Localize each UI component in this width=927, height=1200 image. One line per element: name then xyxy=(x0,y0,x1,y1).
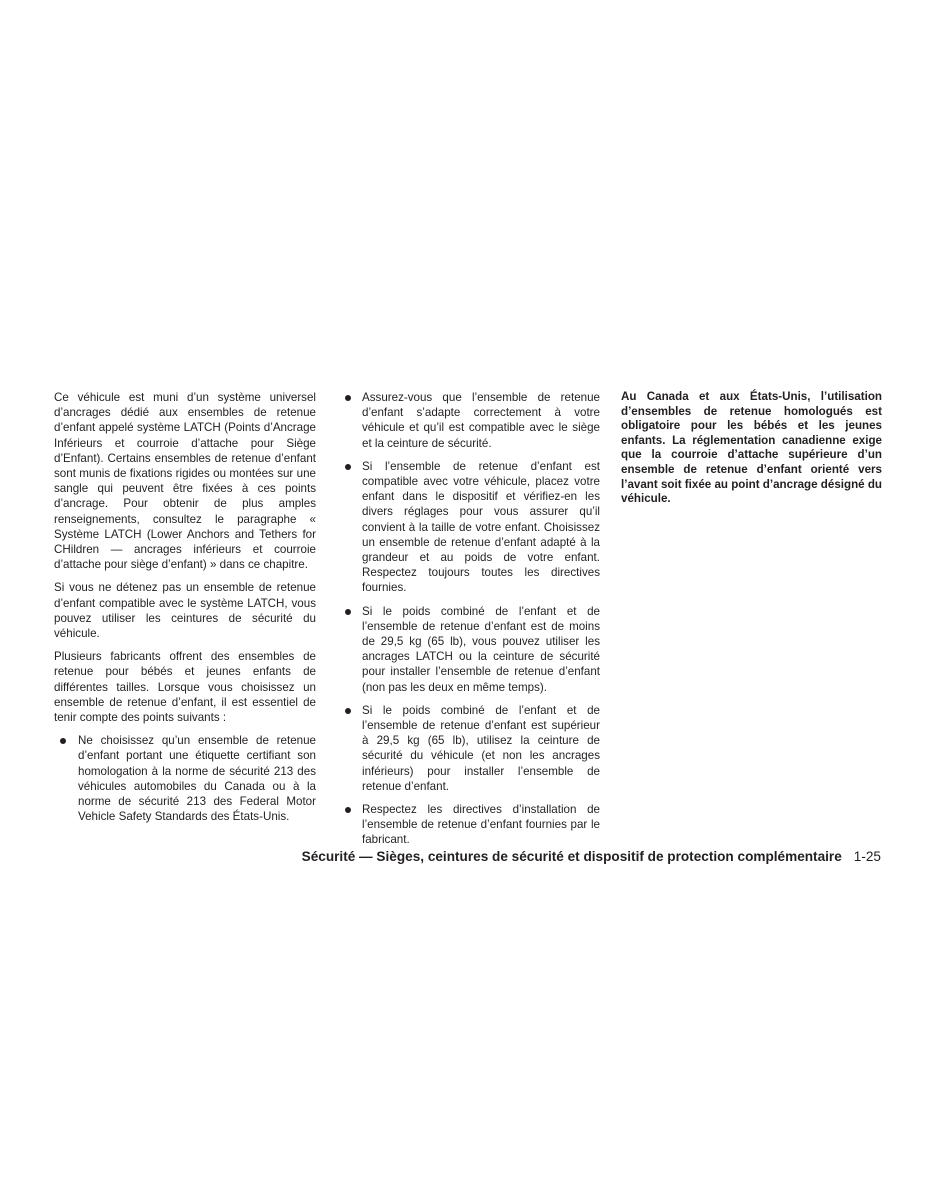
list-item-text: Assurez-vous que l’ensemble de retenue d’enfant s’adapte correctement à votre véhicule et qu’il est compatible avec le siège et la ceinture de sécurité. xyxy=(362,391,600,450)
list-item xyxy=(54,733,316,824)
page-number: 1-25 xyxy=(853,849,881,864)
list-item xyxy=(342,390,600,451)
list-item xyxy=(342,802,600,848)
column-right xyxy=(621,390,882,515)
list-item xyxy=(342,459,600,596)
list-item-text: Si le poids combiné de l’enfant et de l’ensemble de retenue d’enfant est supérieur à 29,5 kg (65 lb), utilisez la ceinture de sécurité du véhicule (et non les ancrages inférieurs) pour installer l’ensemble de retenue d’enfant. xyxy=(362,703,600,793)
list-item-text: Si l’ensemble de retenue d’enfant est compatible avec votre véhicule, placez votre enfant dans le dispositif et vérifiez-en les divers réglages pour vous assurer qu’il convient à la taille de votre enfant. Choisissez un ensemble de retenue d’enfant adapté à la grandeur et au poids de votre enfant. Respectez toujours toutes les directives fournies. xyxy=(362,459,600,595)
list-item-text: Si le poids combiné de l’enfant et de l’ensemble de retenue d’enfant est de moins de 29,5 kg (65 lb), vous pouvez utiliser les ancrages LATCH ou la ceinture de sécurité pour installer l’ensemble de retenue d’enfant (non pas les deux en même temps). xyxy=(362,604,600,694)
intro-paragraph: Ce véhicule est muni d’un système universel d’ancrages dédié aux ensembles de retenue d’enfant appelé système LATCH (Points d’Ancrage Inférieurs et courroie d’attache pour Siège d’Enfant). Certains ensembles de retenue d’enfant sont munis de fixations rigides ou montées sur une sangle qui peuvent être fixées à ces points d’ancrage. Pour obtenir de plus amples renseignements, consultez le paragraphe « Système LATCH (Lower Anchors and Tethers for CHildren — ancrages inférieurs et courroie d’attache pour siège d’enfant) » dans ce chapitre. xyxy=(54,391,316,572)
column-middle xyxy=(342,390,600,856)
bullet-list-middle xyxy=(342,390,600,848)
list-item-text: Ne choisissez qu’un ensemble de retenue d’enfant portant une étiquette certifiant son homologation à la norme de sécurité 213 des véhicules automobiles du Canada ou à la norme de sécurité 213 des Federal Motor Vehicle Safety Standards des États-Unis. xyxy=(78,734,316,824)
bullet-icon xyxy=(345,708,351,714)
regulation-notice: Au Canada et aux États-Unis, l’utilisation d’ensembles de retenue homologués est obligatoire pour les bébés et les jeunes enfants. La réglementation canadienne exige que la courroie d’attache supérieure d’un ensemble de retenue d’enfant orienté vers l’avant soit fixée au point d’ancrage désigné du véhicule. xyxy=(621,390,882,506)
page-footer xyxy=(302,848,881,866)
list-item-text: Respectez les directives d’installation de l’ensemble de retenue d’enfant fournies par le fabricant. xyxy=(362,803,600,847)
latch-alternative-paragraph: Si vous ne détenez pas un ensemble de retenue d’enfant compatible avec le système LATCH, vous pouvez utiliser les ceintures de sécurité du véhicule. xyxy=(54,581,316,641)
bullet-list-left xyxy=(54,733,316,824)
list-item xyxy=(342,604,600,695)
list-item xyxy=(342,703,600,794)
section-title: Sécurité — Sièges, ceintures de sécurité et dispositif de protection complémentaire xyxy=(301,849,842,864)
column-left xyxy=(54,390,316,832)
bullet-icon xyxy=(60,738,66,744)
manufacturers-paragraph: Plusieurs fabricants offrent des ensembles de retenue pour bébés et jeunes enfants de différentes tailles. Lorsque vous choisissez un ensemble de retenue d’enfant, il est essentiel de tenir compte des points suivants : xyxy=(54,650,316,725)
bullet-icon xyxy=(345,807,351,813)
bullet-icon xyxy=(345,609,351,615)
bullet-icon xyxy=(345,464,351,470)
bullet-icon xyxy=(345,395,351,401)
